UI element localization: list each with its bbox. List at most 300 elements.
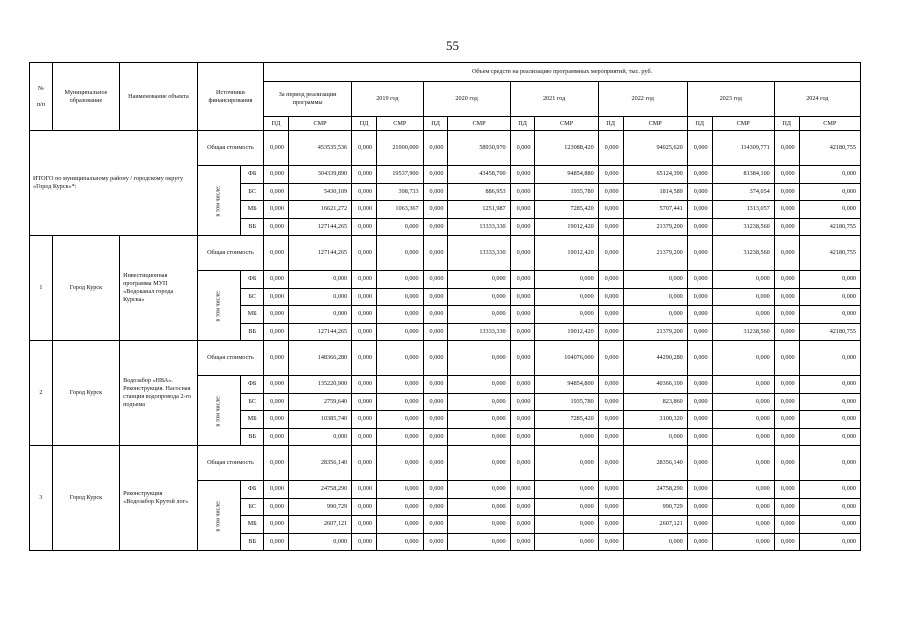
- value-cell: 0,000: [448, 411, 510, 429]
- row-number: 2: [30, 341, 53, 446]
- value-cell: 0,000: [352, 428, 377, 446]
- source-code: МБ: [241, 201, 264, 219]
- value-cell: 0,000: [774, 288, 799, 306]
- value-cell: 0,000: [799, 271, 860, 289]
- value-cell: 0,000: [799, 393, 860, 411]
- value-cell: 1313,057: [712, 201, 774, 219]
- value-cell: 28356,140: [288, 446, 351, 481]
- value-cell: 0,000: [423, 166, 448, 184]
- value-cell: 0,000: [598, 183, 623, 201]
- source-code: ВБ: [241, 428, 264, 446]
- value-cell: 19537,900: [377, 166, 424, 184]
- value-cell: 21379,200: [623, 236, 687, 271]
- value-cell: 0,000: [264, 323, 289, 341]
- value-cell: 0,000: [774, 236, 799, 271]
- header-smr: СМР: [712, 117, 774, 131]
- object-cell: Реконструкция «Водозабор Крутой лог»: [120, 446, 198, 551]
- table-row: [30, 446, 861, 481]
- source-code: ФБ: [241, 481, 264, 499]
- source-code: БС: [241, 498, 264, 516]
- value-cell: 42180,755: [799, 323, 860, 341]
- value-cell: 0,000: [423, 498, 448, 516]
- value-cell: 304339,890: [288, 166, 351, 184]
- value-cell: 0,000: [377, 498, 424, 516]
- municipality-cell: Город Курск: [52, 236, 119, 341]
- value-cell: 5430,109: [288, 183, 351, 201]
- value-cell: 0,000: [423, 201, 448, 219]
- value-cell: 0,000: [712, 341, 774, 376]
- header-year: 2022 год: [598, 82, 687, 117]
- value-cell: 0,000: [774, 376, 799, 394]
- value-cell: 123088,420: [535, 131, 598, 166]
- value-cell: 0,000: [510, 236, 535, 271]
- value-cell: 0,000: [377, 271, 424, 289]
- value-cell: 0,000: [687, 271, 712, 289]
- value-cell: 0,000: [623, 288, 687, 306]
- header-municipality: Муниципальное образование: [52, 63, 119, 131]
- value-cell: 0,000: [535, 428, 598, 446]
- value-cell: 0,000: [423, 341, 448, 376]
- value-cell: 0,000: [687, 341, 712, 376]
- value-cell: 374,054: [712, 183, 774, 201]
- value-cell: 0,000: [774, 446, 799, 481]
- value-cell: 24758,290: [288, 481, 351, 499]
- value-cell: 0,000: [774, 306, 799, 324]
- header-smr: СМР: [623, 117, 687, 131]
- value-cell: 0,000: [448, 481, 510, 499]
- value-cell: 44290,280: [623, 341, 687, 376]
- value-cell: 13333,330: [448, 236, 510, 271]
- value-cell: 0,000: [448, 516, 510, 534]
- in-that-number-text: в том числе:: [216, 499, 223, 532]
- value-cell: 0,000: [623, 428, 687, 446]
- value-cell: 886,953: [448, 183, 510, 201]
- header-pd: ПД: [687, 117, 712, 131]
- value-cell: 81384,100: [712, 166, 774, 184]
- value-cell: 0,000: [423, 218, 448, 236]
- value-cell: 990,729: [288, 498, 351, 516]
- value-cell: 0,000: [687, 131, 712, 166]
- value-cell: 2607,121: [288, 516, 351, 534]
- value-cell: 0,000: [799, 516, 860, 534]
- value-cell: 0,000: [598, 306, 623, 324]
- value-cell: 398,733: [377, 183, 424, 201]
- value-cell: 28356,140: [623, 446, 687, 481]
- header-pd: ПД: [598, 117, 623, 131]
- value-cell: 65124,390: [623, 166, 687, 184]
- value-cell: 0,000: [799, 481, 860, 499]
- value-cell: 0,000: [264, 516, 289, 534]
- total-label: ИТОГО по муниципальному району / городскому округу «Город Курск»*:: [30, 131, 198, 236]
- value-cell: 0,000: [623, 533, 687, 551]
- value-cell: 0,000: [377, 341, 424, 376]
- value-cell: 0,000: [774, 411, 799, 429]
- value-cell: 0,000: [352, 533, 377, 551]
- value-cell: 0,000: [510, 341, 535, 376]
- value-cell: 0,000: [448, 393, 510, 411]
- value-cell: 0,000: [264, 376, 289, 394]
- value-cell: 0,000: [687, 446, 712, 481]
- value-cell: 0,000: [799, 533, 860, 551]
- value-cell: 0,000: [799, 306, 860, 324]
- value-cell: 0,000: [264, 428, 289, 446]
- value-cell: 0,000: [423, 411, 448, 429]
- value-cell: 0,000: [377, 323, 424, 341]
- value-cell: 127144,265: [288, 218, 351, 236]
- value-cell: 0,000: [623, 271, 687, 289]
- header-smr: СМР: [288, 117, 351, 131]
- source-code: ВБ: [241, 323, 264, 341]
- value-cell: 0,000: [377, 306, 424, 324]
- value-cell: 21000,000: [377, 131, 424, 166]
- value-cell: 0,000: [535, 271, 598, 289]
- value-cell: 0,000: [352, 236, 377, 271]
- value-cell: 7285,420: [535, 411, 598, 429]
- value-cell: 31238,560: [712, 218, 774, 236]
- value-cell: 3100,320: [623, 411, 687, 429]
- value-cell: 0,000: [687, 481, 712, 499]
- row-number: 1: [30, 236, 53, 341]
- source-code: МБ: [241, 516, 264, 534]
- value-cell: 0,000: [774, 498, 799, 516]
- value-cell: 0,000: [423, 271, 448, 289]
- value-cell: 0,000: [264, 288, 289, 306]
- value-cell: 0,000: [352, 288, 377, 306]
- value-cell: 0,000: [510, 533, 535, 551]
- value-cell: 0,000: [598, 498, 623, 516]
- value-cell: 0,000: [510, 306, 535, 324]
- value-cell: 0,000: [377, 236, 424, 271]
- value-cell: 13333,330: [448, 323, 510, 341]
- value-cell: 0,000: [264, 201, 289, 219]
- value-cell: 42180,755: [799, 236, 860, 271]
- source-code: ВБ: [241, 533, 264, 551]
- value-cell: 0,000: [510, 393, 535, 411]
- value-cell: 94025,620: [623, 131, 687, 166]
- value-cell: 0,000: [687, 393, 712, 411]
- value-cell: 0,000: [510, 411, 535, 429]
- value-cell: 0,000: [712, 376, 774, 394]
- value-cell: 0,000: [510, 166, 535, 184]
- value-cell: 0,000: [510, 218, 535, 236]
- value-cell: 0,000: [712, 411, 774, 429]
- value-cell: 0,000: [535, 446, 598, 481]
- value-cell: 0,000: [264, 131, 289, 166]
- total-cost-label: Общая стоимость: [197, 341, 263, 376]
- value-cell: 0,000: [598, 218, 623, 236]
- value-cell: 0,000: [774, 166, 799, 184]
- value-cell: 0,000: [774, 183, 799, 201]
- value-cell: 0,000: [352, 218, 377, 236]
- value-cell: 24758,290: [623, 481, 687, 499]
- value-cell: 21379,200: [623, 323, 687, 341]
- in-that-number-label: [197, 481, 241, 551]
- value-cell: 127144,265: [288, 236, 351, 271]
- total-cost-label: Общая стоимость: [197, 236, 263, 271]
- value-cell: 990,729: [623, 498, 687, 516]
- value-cell: 0,000: [687, 183, 712, 201]
- value-cell: 1063,367: [377, 201, 424, 219]
- value-cell: 0,000: [288, 533, 351, 551]
- value-cell: 0,000: [774, 131, 799, 166]
- value-cell: 0,000: [598, 271, 623, 289]
- header-year: 2023 год: [687, 82, 774, 117]
- value-cell: 0,000: [448, 498, 510, 516]
- value-cell: 2759,640: [288, 393, 351, 411]
- value-cell: 0,000: [712, 516, 774, 534]
- value-cell: 31238,560: [712, 236, 774, 271]
- value-cell: 0,000: [687, 533, 712, 551]
- value-cell: 0,000: [510, 481, 535, 499]
- value-cell: 1251,987: [448, 201, 510, 219]
- header-smr: СМР: [377, 117, 424, 131]
- value-cell: 0,000: [352, 323, 377, 341]
- value-cell: 0,000: [510, 288, 535, 306]
- in-that-number-label: [197, 271, 241, 341]
- value-cell: 0,000: [264, 481, 289, 499]
- source-code: МБ: [241, 411, 264, 429]
- value-cell: 823,860: [623, 393, 687, 411]
- header-year: 2021 год: [510, 82, 598, 117]
- source-code: МБ: [241, 306, 264, 324]
- value-cell: 0,000: [774, 341, 799, 376]
- value-cell: 0,000: [377, 393, 424, 411]
- value-cell: 0,000: [510, 271, 535, 289]
- value-cell: 42180,755: [799, 218, 860, 236]
- value-cell: 16621,272: [288, 201, 351, 219]
- row-number: 3: [30, 446, 53, 551]
- value-cell: 0,000: [377, 288, 424, 306]
- value-cell: 0,000: [352, 376, 377, 394]
- value-cell: 0,000: [799, 411, 860, 429]
- value-cell: 0,000: [377, 446, 424, 481]
- value-cell: 0,000: [598, 201, 623, 219]
- in-that-number-text: в том числе:: [216, 394, 223, 427]
- value-cell: 0,000: [264, 166, 289, 184]
- value-cell: 0,000: [510, 428, 535, 446]
- value-cell: 0,000: [352, 393, 377, 411]
- value-cell: 0,000: [598, 166, 623, 184]
- value-cell: 0,000: [377, 533, 424, 551]
- value-cell: 0,000: [712, 481, 774, 499]
- value-cell: 0,000: [423, 131, 448, 166]
- value-cell: 0,000: [377, 218, 424, 236]
- header-pd: ПД: [774, 117, 799, 131]
- value-cell: 0,000: [712, 428, 774, 446]
- value-cell: 0,000: [352, 306, 377, 324]
- value-cell: 0,000: [598, 516, 623, 534]
- header-pd: ПД: [423, 117, 448, 131]
- value-cell: 0,000: [687, 428, 712, 446]
- value-cell: 0,000: [687, 201, 712, 219]
- table-row: [30, 236, 861, 271]
- value-cell: 0,000: [712, 533, 774, 551]
- header-object: Наименование объекта: [120, 63, 198, 131]
- value-cell: 127144,265: [288, 323, 351, 341]
- value-cell: 0,000: [598, 446, 623, 481]
- source-code: ФБ: [241, 166, 264, 184]
- value-cell: 0,000: [423, 446, 448, 481]
- value-cell: 0,000: [288, 271, 351, 289]
- value-cell: 0,000: [377, 411, 424, 429]
- value-cell: 0,000: [352, 271, 377, 289]
- value-cell: 0,000: [510, 131, 535, 166]
- value-cell: 0,000: [448, 428, 510, 446]
- value-cell: 0,000: [799, 166, 860, 184]
- value-cell: 0,000: [264, 271, 289, 289]
- municipality-cell: Город Курск: [52, 446, 119, 551]
- value-cell: 0,000: [687, 376, 712, 394]
- table-row: [30, 341, 861, 376]
- value-cell: 0,000: [687, 236, 712, 271]
- value-cell: 0,000: [799, 428, 860, 446]
- object-cell: Инвестиционная программа МУП «Водоканал города Курска»: [120, 236, 198, 341]
- value-cell: 0,000: [423, 376, 448, 394]
- header-period: За период реализации программы: [264, 82, 352, 117]
- value-cell: 0,000: [598, 533, 623, 551]
- value-cell: 0,000: [352, 498, 377, 516]
- value-cell: 13333,330: [448, 218, 510, 236]
- value-cell: 0,000: [423, 393, 448, 411]
- value-cell: 0,000: [352, 446, 377, 481]
- value-cell: 0,000: [288, 306, 351, 324]
- value-cell: 0,000: [623, 306, 687, 324]
- value-cell: 0,000: [423, 236, 448, 271]
- value-cell: 0,000: [288, 288, 351, 306]
- value-cell: 0,000: [352, 183, 377, 201]
- value-cell: 0,000: [598, 236, 623, 271]
- value-cell: 0,000: [510, 498, 535, 516]
- value-cell: 94854,800: [535, 376, 598, 394]
- in-that-number-text: в том числе:: [216, 289, 223, 322]
- value-cell: 0,000: [774, 428, 799, 446]
- value-cell: 0,000: [712, 306, 774, 324]
- value-cell: 0,000: [423, 516, 448, 534]
- value-cell: 0,000: [377, 428, 424, 446]
- value-cell: 0,000: [264, 498, 289, 516]
- value-cell: 0,000: [687, 323, 712, 341]
- value-cell: 0,000: [448, 306, 510, 324]
- source-code: БС: [241, 288, 264, 306]
- value-cell: 0,000: [687, 306, 712, 324]
- header-smr: СМР: [799, 117, 860, 131]
- page-number: 55: [446, 38, 459, 53]
- value-cell: 0,000: [598, 428, 623, 446]
- header-volume: Объем средств на реализацию программных мероприятий, тыс. руб.: [264, 63, 861, 82]
- value-cell: 0,000: [352, 341, 377, 376]
- value-cell: 1814,589: [623, 183, 687, 201]
- value-cell: 10385,740: [288, 411, 351, 429]
- value-cell: 0,000: [264, 183, 289, 201]
- source-code: ВБ: [241, 218, 264, 236]
- value-cell: 19012,420: [535, 323, 598, 341]
- value-cell: 0,000: [535, 481, 598, 499]
- value-cell: 19012,420: [535, 236, 598, 271]
- value-cell: 0,000: [799, 446, 860, 481]
- object-cell: Водозабор «НВА». Реконструкция. Насосная станция водопровода 2-го подъема: [120, 341, 198, 446]
- value-cell: 0,000: [598, 341, 623, 376]
- in-that-number-label: [197, 166, 241, 236]
- in-that-number-label: [197, 376, 241, 446]
- value-cell: 0,000: [264, 218, 289, 236]
- in-that-number-text: в том числе:: [216, 184, 223, 217]
- value-cell: 104076,000: [535, 341, 598, 376]
- value-cell: 0,000: [510, 446, 535, 481]
- value-cell: 0,000: [264, 341, 289, 376]
- value-cell: 0,000: [264, 446, 289, 481]
- total-cost-label: Общая стоимость: [197, 131, 263, 166]
- value-cell: 0,000: [687, 411, 712, 429]
- value-cell: 0,000: [377, 481, 424, 499]
- header-pd: ПД: [264, 117, 289, 131]
- value-cell: 94854,880: [535, 166, 598, 184]
- value-cell: 21379,200: [623, 218, 687, 236]
- value-cell: 0,000: [352, 516, 377, 534]
- value-cell: 0,000: [510, 516, 535, 534]
- source-code: ФБ: [241, 271, 264, 289]
- source-code: БС: [241, 183, 264, 201]
- table-body: [30, 131, 861, 551]
- value-cell: 0,000: [774, 393, 799, 411]
- value-cell: 0,000: [510, 183, 535, 201]
- value-cell: 40366,100: [623, 376, 687, 394]
- value-cell: 135220,900: [288, 376, 351, 394]
- value-cell: 0,000: [448, 271, 510, 289]
- value-cell: 0,000: [264, 393, 289, 411]
- value-cell: 0,000: [598, 288, 623, 306]
- financing-table: [29, 62, 861, 551]
- value-cell: 0,000: [535, 306, 598, 324]
- value-cell: 0,000: [774, 271, 799, 289]
- value-cell: 0,000: [535, 288, 598, 306]
- value-cell: 1935,780: [535, 183, 598, 201]
- value-cell: 7285,420: [535, 201, 598, 219]
- value-cell: 0,000: [712, 288, 774, 306]
- value-cell: 0,000: [423, 288, 448, 306]
- value-cell: 0,000: [799, 201, 860, 219]
- value-cell: 0,000: [598, 323, 623, 341]
- value-cell: 0,000: [352, 481, 377, 499]
- value-cell: 0,000: [535, 498, 598, 516]
- value-cell: 0,000: [598, 481, 623, 499]
- source-code: БС: [241, 393, 264, 411]
- value-cell: 453535,536: [288, 131, 351, 166]
- value-cell: 0,000: [352, 131, 377, 166]
- value-cell: 0,000: [352, 411, 377, 429]
- header-year: 2024 год: [774, 82, 860, 117]
- value-cell: 0,000: [535, 533, 598, 551]
- value-cell: 58930,970: [448, 131, 510, 166]
- value-cell: 31238,560: [712, 323, 774, 341]
- value-cell: 0,000: [598, 411, 623, 429]
- header-pd: ПД: [510, 117, 535, 131]
- value-cell: 19012,420: [535, 218, 598, 236]
- value-cell: 0,000: [687, 166, 712, 184]
- value-cell: 0,000: [799, 341, 860, 376]
- value-cell: 0,000: [448, 288, 510, 306]
- value-cell: 0,000: [774, 516, 799, 534]
- value-cell: 2607,121: [623, 516, 687, 534]
- value-cell: 0,000: [288, 428, 351, 446]
- value-cell: 0,000: [774, 218, 799, 236]
- value-cell: 114309,771: [712, 131, 774, 166]
- value-cell: 0,000: [799, 376, 860, 394]
- value-cell: 0,000: [510, 376, 535, 394]
- value-cell: 0,000: [598, 376, 623, 394]
- value-cell: 0,000: [687, 498, 712, 516]
- value-cell: 0,000: [799, 498, 860, 516]
- header-year: 2020 год: [423, 82, 510, 117]
